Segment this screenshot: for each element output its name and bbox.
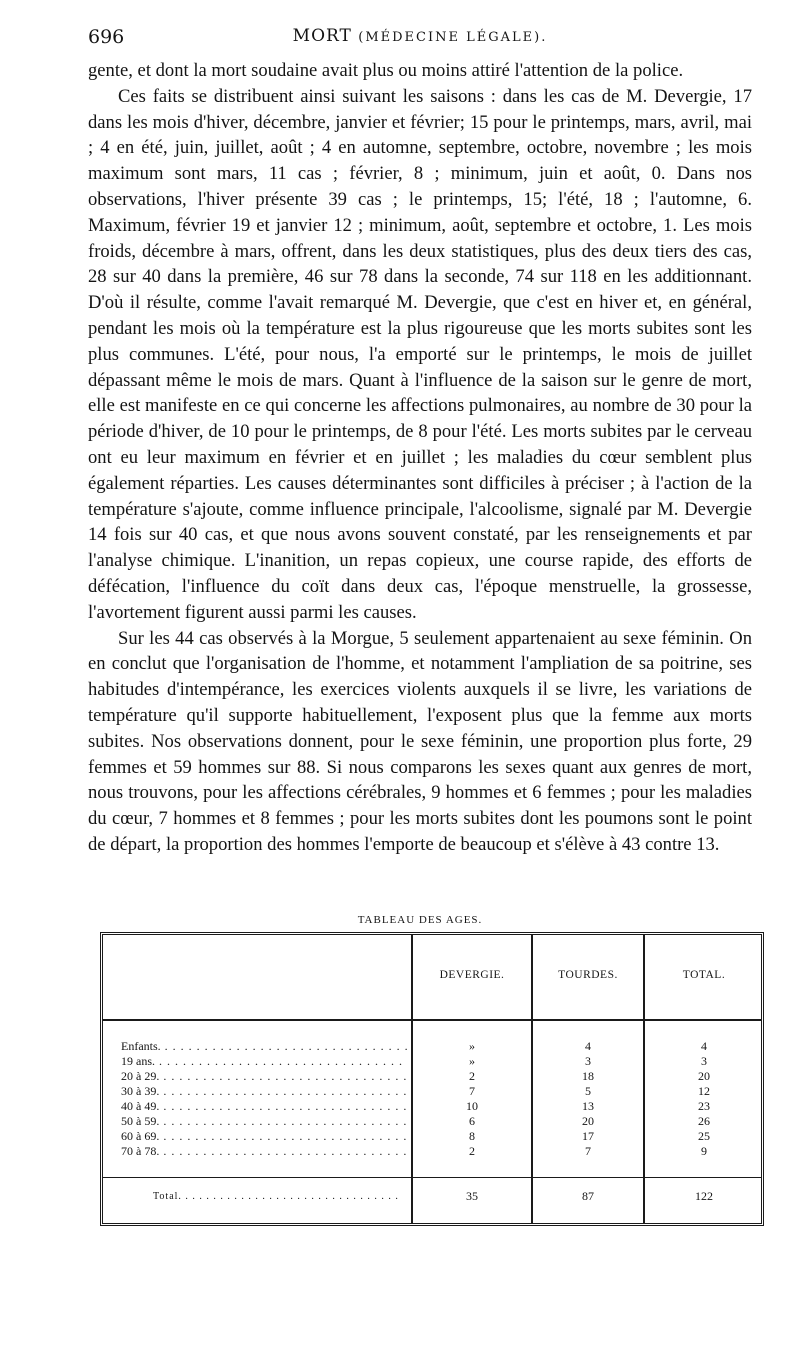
- cell-devergie: »: [469, 1039, 475, 1053]
- row-label: 60 à 69. . . .: [121, 1129, 407, 1144]
- cell-devergie: 8: [469, 1129, 475, 1143]
- total-label: Total. . . .: [153, 1189, 403, 1204]
- cell-tourdes: 3: [585, 1054, 591, 1068]
- row-label: 70 à 78. . . .: [121, 1144, 407, 1159]
- table-row: [103, 1054, 761, 1069]
- cell-tourdes: 20: [582, 1114, 594, 1128]
- cell-total: 20: [698, 1069, 710, 1083]
- table-total-row: [103, 1189, 761, 1204]
- running-title: [88, 26, 752, 46]
- cell-tourdes: 5: [585, 1084, 591, 1098]
- table-caption: TABLEAU DES AGES.: [357, 914, 483, 926]
- paragraph: Ces faits se distribuent ainsi suivant les saisons : dans les cas de M. Devergie, 17 dans les mois d'hiver, décembre, janvier et février; 15 pour le printemps, mars, avril, mai ; 4 en été, juin, juillet, août ; 4 en automne, septembre, octobre, novembre ; les mois maximum sont mars, 11 cas ; février, 8 ; minimum, juin et août, 0. Dans nos observations, l'hiver présente 39 cas ; le printemps, 15; l'été, 18 ; l'automne, 6. Maximum, février 19 et janvier 12 ; minimum, août, septembre et octobre, 1. Les mois froids, décembre à mars, offrent, dans les deux statistiques, plus des deux tiers des cas, 28 sur 40 dans la première, 46 sur 78 dans la seconde, 74 sur 118 en les additionnant. D'où il résulte, comme l'avait remarqué M. Devergie, que c'est en hiver et, en général, pendant les mois où la température est la plus rigoureuse que les morts subites sont les plus communes. L'été, pour nous, l'a emporté sur le printemps, le mois de juillet dépassant même le mois de mars. Quant à l'influence de la saison sur le genre de mort, elle est manifeste en ce qui concerne les affections pulmonaires, au nombre de 30 pour la période d'hiver, de 10 pour le printemps, de 8 pour l'été. Les morts subites par le cerveau ont eu leur maximum en février et en juillet ; les maladies du cœur semblent plus également réparties. Les causes déterminantes sont difficiles à préciser ; à l'action de la température s'ajoute, comme influence principale, l'alcoolisme, signalé par M. Devergie 14 fois sur 40 cas, et que nous avons souvent constaté, par les renseignements et par l'analyse chimique. L'inanition, un repas copieux, une course rapide, des efforts de défécation, l'influence du coït dans deux cas, l'époque menstruelle, la grossesse, l'avortement figurent aussi parmi les causes.: [88, 85, 752, 623]
- cell-tourdes: 17: [582, 1129, 594, 1143]
- cell-total: 4: [701, 1039, 707, 1053]
- running-title-main: MORT: [292, 26, 352, 46]
- column-header-total: TOTAL.: [682, 969, 726, 981]
- row-label: 50 à 59. . . .: [121, 1114, 407, 1129]
- table-row: [103, 1144, 761, 1159]
- header-rule: [103, 1019, 761, 1021]
- cell-total: 25: [698, 1129, 710, 1143]
- total-tourdes: 87: [582, 1189, 594, 1203]
- total-total: 122: [695, 1189, 713, 1203]
- paragraph: gente, et dont la mort soudaine avait plus ou moins attiré l'attention de la police.: [88, 60, 684, 81]
- age-table: [100, 932, 764, 1226]
- table-row: [103, 1084, 761, 1099]
- table-row: [103, 1099, 761, 1114]
- row-label: 30 à 39. . . .: [121, 1084, 407, 1099]
- table-row: [103, 1039, 761, 1054]
- table-row: [103, 1114, 761, 1129]
- cell-tourdes: 4: [585, 1039, 591, 1053]
- row-label: 19 ans. . . .: [121, 1054, 407, 1069]
- table-row: [103, 1069, 761, 1084]
- cell-devergie: 10: [466, 1099, 478, 1113]
- row-label: 20 à 29. . . .: [121, 1069, 407, 1084]
- column-header-tourdes: TOURDES.: [558, 969, 618, 981]
- cell-devergie: 7: [469, 1084, 475, 1098]
- running-header: [88, 26, 752, 52]
- cell-total: 23: [698, 1099, 710, 1113]
- cell-total: 12: [698, 1084, 710, 1098]
- running-title-sub: (MÉDECINE LÉGALE).: [358, 30, 548, 45]
- cell-devergie: 2: [469, 1144, 475, 1158]
- table-row: [103, 1129, 761, 1144]
- cell-devergie: 6: [469, 1114, 475, 1128]
- total-devergie: 35: [466, 1189, 478, 1203]
- body-text: [88, 58, 752, 858]
- paragraph: Sur les 44 cas observés à la Morgue, 5 seulement appartenaient au sexe féminin. On en conclut que l'organisation de l'homme, et notamment l'ampliation de sa poitrine, ses habitudes d'intempérance, les exercices violents auxquels il se livre, les variations de température qu'il supporte habituellement, l'exposent plus que la femme aux morts subites. Nos observations donnent, pour le sexe féminin, une proportion plus forte, 29 femmes et 59 hommes sur 88. Si nous comparons les sexes quant aux genres de mort, nous trouvons, pour les affections cérébrales, 9 hommes et 6 femmes ; pour les maladies du cœur, 7 hommes et 8 femmes ; pour les morts subites dont les poumons sont le point de départ, la proportion des hommes l'emporte de beaucoup et s'élève à 43 contre 13.: [88, 627, 752, 855]
- cell-devergie: »: [469, 1054, 475, 1068]
- cell-total: 3: [701, 1054, 707, 1068]
- cell-total: 26: [698, 1114, 710, 1128]
- cell-total: 9: [701, 1144, 707, 1158]
- row-label: Enfants. . . .: [121, 1039, 407, 1054]
- cell-tourdes: 7: [585, 1144, 591, 1158]
- page-number: 696: [88, 26, 125, 48]
- cell-tourdes: 18: [582, 1069, 594, 1083]
- row-label: 40 à 49. . . .: [121, 1099, 407, 1114]
- cell-devergie: 2: [469, 1069, 475, 1083]
- cell-tourdes: 13: [582, 1099, 594, 1113]
- column-header-devergie: DEVERGIE.: [439, 969, 505, 981]
- total-rule: [103, 1177, 761, 1178]
